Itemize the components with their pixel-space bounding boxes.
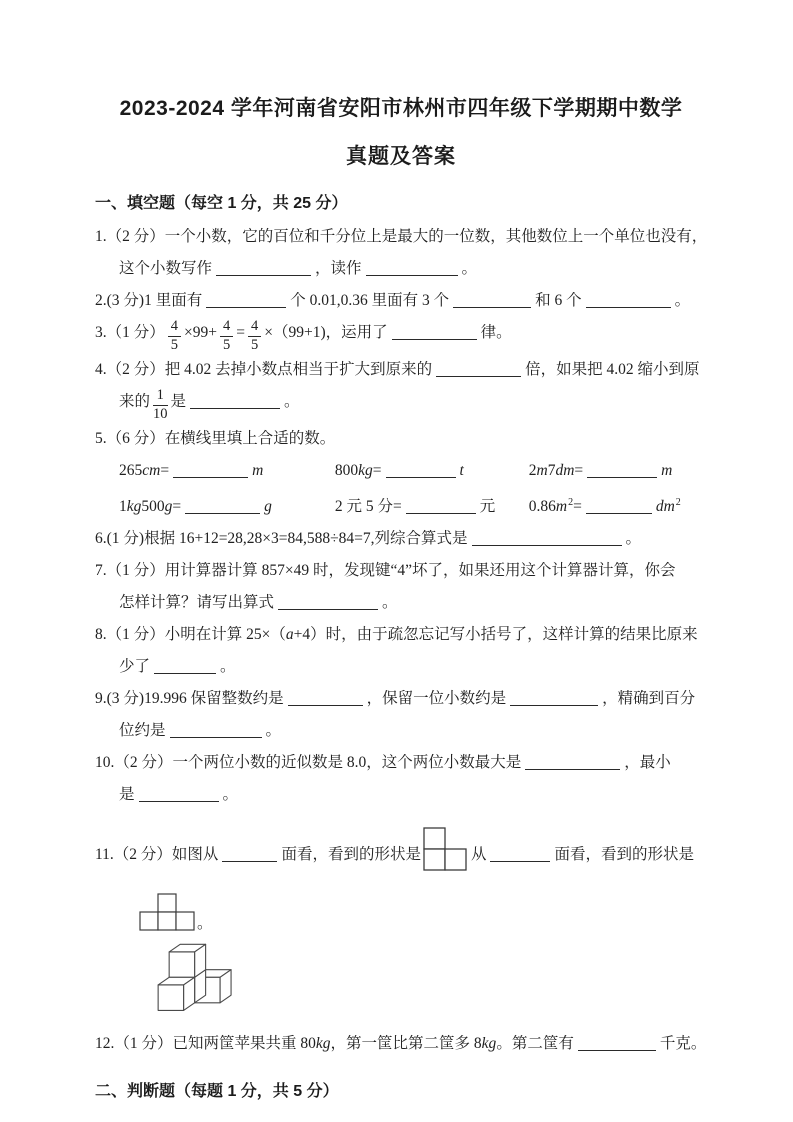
- text-segment: g: [164, 497, 173, 515]
- answer-blank: [578, 1034, 656, 1051]
- answer-blank: [278, 593, 378, 610]
- question-9-line-1: [95, 683, 707, 715]
- text-segment: 800: [334, 461, 359, 479]
- question-10-line-1: [95, 747, 707, 779]
- answer-blank: [185, 497, 260, 514]
- fraction: [153, 388, 168, 423]
- cube-stack-svg: [131, 939, 237, 1014]
- text-segment: 面看，看到的形状是: [281, 845, 421, 863]
- question-5-line-1: [95, 423, 707, 455]
- text-segment: 3.（1 分）: [95, 324, 165, 341]
- answer-blank: [586, 497, 652, 514]
- text-segment: 。: [284, 392, 300, 410]
- text-segment: =: [573, 497, 582, 515]
- text-segment: ，保留一位小数约是: [366, 689, 507, 707]
- question-4-line-1: [95, 354, 707, 386]
- text-segment: 11.（2 分）如图从: [95, 845, 219, 863]
- question-12-line-1: [95, 1028, 707, 1060]
- answer-blank: [366, 259, 458, 276]
- text-segment: 倍，如果把 4.02 缩小到原: [525, 360, 700, 378]
- text-segment: ，读作: [315, 260, 362, 277]
- fraction-numerator: 1: [153, 388, 168, 406]
- answer-blank: [472, 529, 622, 546]
- text-segment: ×（99+1)，运用了: [264, 324, 388, 341]
- question-1-line-1: [95, 221, 707, 253]
- fraction-denominator: 10: [153, 405, 168, 422]
- answer-blank: [587, 461, 657, 478]
- text-segment: dm: [555, 461, 575, 479]
- text-segment: m: [661, 461, 673, 479]
- text-segment: 律。: [480, 324, 512, 341]
- unit-conversion-item: [529, 487, 681, 523]
- text-segment: 个 0.01,0.36 里面有 3 个: [290, 292, 450, 309]
- text-segment: m: [536, 461, 548, 479]
- unit-conversion-item: [119, 491, 331, 523]
- answer-blank: [139, 785, 219, 802]
- text-segment: 4.（2 分）把 4.02 去掉小数点相当于扩大到原来的: [95, 360, 433, 378]
- text-segment: 少了: [119, 657, 151, 675]
- text-segment: 。: [674, 292, 691, 309]
- text-segment: 6.(1 分)根据 16+12=28,28×3=84,588÷84=7,列综合算式是: [95, 529, 468, 547]
- text-segment: 和 6 个: [535, 292, 582, 309]
- answer-blank: [222, 845, 277, 862]
- text-segment: =: [236, 324, 245, 341]
- text-segment: a: [285, 625, 294, 643]
- text-segment: =: [172, 497, 182, 515]
- text-segment: =: [372, 461, 382, 479]
- text-segment: kg: [315, 1034, 331, 1052]
- text-segment: cm: [142, 461, 161, 479]
- title-line-1: 2023-2024 学年河南省安阳市林州市四年级下学期期中数学: [119, 97, 683, 120]
- text-segment: 7: [547, 461, 556, 479]
- text-segment: 5.（6 分）在横线里填上合适的数。: [95, 429, 336, 447]
- text-segment: t: [459, 461, 464, 479]
- answer-blank: [525, 753, 620, 770]
- text-segment: 。: [382, 593, 398, 611]
- unit-conversion-item: [529, 455, 673, 487]
- text-segment: 0.86: [528, 497, 556, 515]
- answer-blank: [170, 721, 262, 738]
- answer-blank: [288, 689, 363, 706]
- text-segment: 。: [265, 721, 282, 739]
- question-6-line-1: [95, 523, 707, 555]
- page-title: [95, 92, 707, 170]
- unit-conversion-item: [335, 455, 525, 487]
- text-segment: 2: [675, 496, 681, 508]
- text-segment: m: [555, 497, 568, 515]
- fraction-numerator: 4: [168, 319, 181, 337]
- sentence-period: 。: [197, 914, 213, 932]
- unit-conversion-item: [119, 455, 331, 487]
- question-2-line-1: [95, 285, 707, 317]
- text-segment: 2.(3 分)1 里面有: [95, 292, 203, 309]
- text-segment: 怎样计算？请写出算式: [119, 593, 275, 611]
- text-segment: 来的: [119, 392, 151, 410]
- question-8-line-1: [95, 619, 707, 651]
- l-shape-figure: [423, 827, 469, 883]
- answer-blank: [453, 291, 531, 308]
- answer-blank: [190, 392, 280, 409]
- text-segment: ，第一筐比第二筐多 8: [330, 1034, 482, 1052]
- text-segment: 。: [461, 260, 478, 277]
- text-segment: kg: [481, 1034, 497, 1052]
- section-1-heading: 一、填空题（每空 1 分，共 25 分）: [95, 195, 348, 212]
- answer-blank: [386, 461, 456, 478]
- text-segment: 。: [220, 657, 236, 675]
- question-5-row-1: [95, 455, 707, 487]
- question-7-line-2: [95, 587, 707, 619]
- text-segment: 位约是: [119, 721, 166, 739]
- text-segment: ，最小: [624, 753, 671, 771]
- text-segment: 1: [119, 497, 127, 515]
- text-segment: 2 元 5 分=: [334, 497, 402, 515]
- text-segment: 。: [222, 785, 239, 803]
- text-segment: 是: [119, 785, 135, 803]
- text-segment: 面看，看到的形状是: [554, 845, 694, 863]
- answer-blank: [586, 291, 671, 308]
- l-shape-svg: [423, 827, 469, 871]
- question-9-line-2: [95, 715, 707, 747]
- question-10-line-2: [95, 779, 707, 811]
- answer-blank: [392, 323, 477, 340]
- question-3-line-1: [95, 317, 707, 354]
- fraction: [248, 319, 261, 354]
- text-segment: kg: [126, 497, 142, 515]
- text-segment: 从: [470, 845, 487, 863]
- answer-blank: [173, 461, 248, 478]
- fraction-denominator: 5: [251, 337, 259, 353]
- text-segment: +4）时，由于疏忽忘记写小括号了，这样计算的结果比原来: [293, 625, 698, 643]
- t-shape-svg: [139, 893, 195, 931]
- fraction-denominator: 5: [223, 337, 231, 353]
- fraction: [220, 319, 233, 354]
- text-segment: 9.(3 分)19.996 保留整数约是: [95, 689, 284, 707]
- t-shape-figure: [139, 893, 707, 931]
- answer-blank: [154, 657, 216, 674]
- answer-blank: [406, 497, 476, 514]
- section-2-heading: 二、判断题（每题 1 分，共 5 分）: [95, 1082, 339, 1100]
- answer-blank: [510, 689, 598, 706]
- text-segment: =: [160, 461, 170, 479]
- text-segment: =: [574, 461, 584, 479]
- text-segment: 这个小数写作: [119, 260, 213, 277]
- fraction: [168, 319, 181, 354]
- text-segment: ×99+: [184, 324, 217, 341]
- text-segment: 1.（2 分）一个小数，它的百位和千分位上是最大的一位数，其他数位上一个单位也没有，: [95, 228, 708, 245]
- text-segment: dm: [655, 497, 675, 515]
- text-segment: 10.（2 分）一个两位小数的近似数是 8.0，这个两位小数最大是: [95, 753, 522, 771]
- text-segment: 8.（1 分）小明在计算 25×（: [95, 625, 286, 643]
- question-11-line-1: [95, 827, 707, 883]
- text-segment: 是: [170, 392, 187, 410]
- unit-conversion-item: [335, 491, 525, 523]
- text-segment: ，精确到百分: [602, 689, 696, 707]
- text-segment: m: [252, 461, 264, 479]
- text-segment: kg: [358, 461, 373, 479]
- answer-blank: [436, 360, 521, 377]
- text-segment: g: [264, 497, 272, 515]
- text-segment: 。第二筐有: [496, 1034, 574, 1052]
- question-7-line-1: [95, 555, 707, 587]
- question-1-line-2: [95, 253, 707, 285]
- title-line-2: 真题及答案: [346, 145, 456, 168]
- text-segment: 7.（1 分）用计算器计算 857×49 时，发现键“4”坏了，如果还用这个计算器计算，你会: [95, 561, 676, 579]
- text-segment: 2: [568, 496, 574, 508]
- question-8-line-2: [95, 651, 707, 683]
- text-segment: 2: [528, 461, 537, 479]
- question-5-row-2: [95, 487, 707, 523]
- text-segment: 千克。: [659, 1034, 707, 1052]
- fraction-numerator: 4: [248, 319, 261, 337]
- answer-blank: [206, 291, 286, 308]
- fraction-numerator: 4: [220, 319, 233, 337]
- answer-blank: [216, 259, 311, 276]
- text-segment: 265: [119, 461, 143, 479]
- fraction-denominator: 5: [170, 337, 179, 353]
- answer-blank: [490, 845, 550, 862]
- text-segment: 。: [625, 529, 642, 547]
- cube-stack-figure: [131, 939, 707, 1014]
- text-segment: 500: [141, 497, 165, 515]
- question-4-line-2: [95, 386, 707, 423]
- text-segment: 12.（1 分）已知两筐苹果共重 80: [95, 1034, 316, 1052]
- text-segment: 元: [479, 497, 496, 515]
